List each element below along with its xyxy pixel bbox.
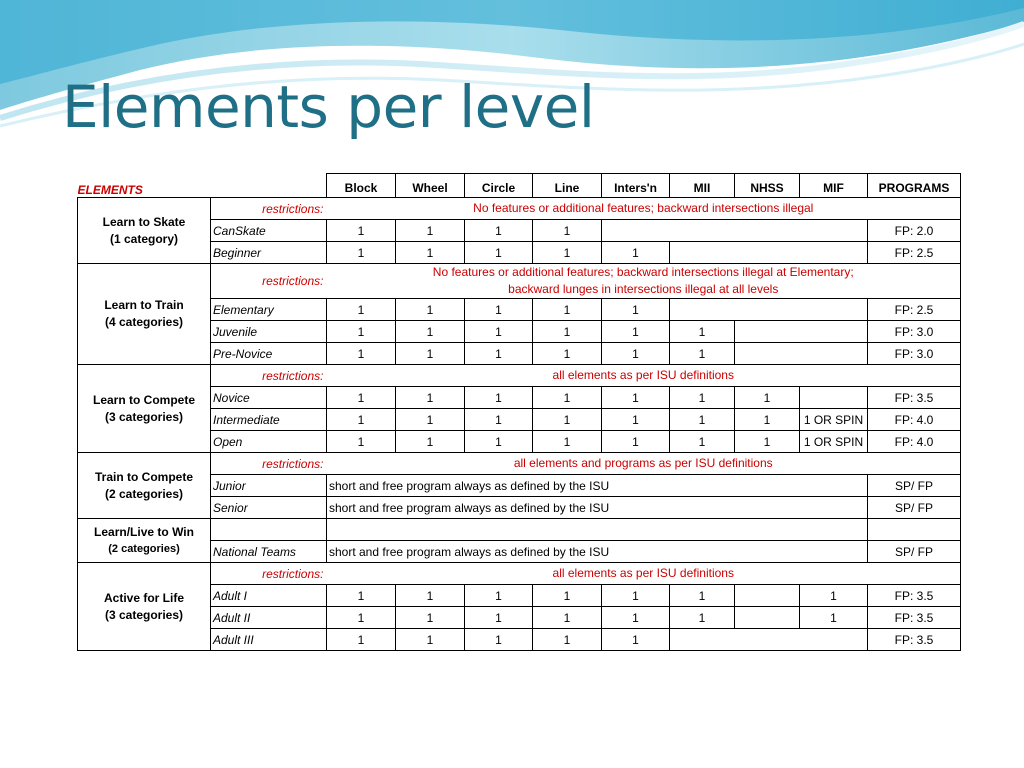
- level-name: Beginner: [211, 242, 327, 264]
- level-name: Pre-Novice: [211, 343, 327, 365]
- cell-line: 1: [533, 607, 602, 629]
- cell-nhss: 1: [735, 409, 800, 431]
- column-header-block: Block: [327, 174, 396, 198]
- cell-empty: [670, 299, 868, 321]
- cell-program: SP/ FP: [868, 541, 961, 563]
- cell-program: FP: 2.5: [868, 299, 961, 321]
- restrictions-text-line: No features or additional features; backward intersections illegal at Elementary;: [432, 265, 854, 279]
- group-name: Learn to Train: [104, 298, 184, 312]
- cell-empty: [800, 387, 868, 409]
- cell-description: short and free program always as defined by the ISU: [327, 475, 868, 497]
- group-learn-to-compete: [78, 365, 211, 453]
- group-train-to-compete: [78, 453, 211, 519]
- cell-block: 1: [327, 629, 396, 651]
- cell-empty: [602, 220, 868, 242]
- cell-circle: 1: [465, 321, 533, 343]
- cell-line: 1: [533, 409, 602, 431]
- restrictions-label: restrictions:: [211, 365, 327, 387]
- cell-wheel: 1: [396, 585, 465, 607]
- restrictions-row: [78, 264, 961, 299]
- cell-wheel: 1: [396, 343, 465, 365]
- restrictions-row: [78, 198, 961, 220]
- group-name: Learn to Skate: [102, 214, 186, 229]
- cell-line: 1: [533, 321, 602, 343]
- cell-circle: 1: [465, 409, 533, 431]
- group-name: Active for Life: [103, 590, 184, 605]
- restrictions-text: No features or additional features; backward intersections illegal: [327, 198, 961, 220]
- cell-empty: [735, 343, 868, 365]
- group-categories: (3 categories): [104, 409, 184, 424]
- cell-circle: 1: [465, 220, 533, 242]
- table-row: [78, 585, 961, 607]
- cell-mif: 1 OR SPIN: [800, 431, 868, 453]
- cell-wheel: 1: [396, 220, 465, 242]
- header-row: [78, 174, 961, 198]
- cell-block: 1: [327, 409, 396, 431]
- cell-program: FP: 3.0: [868, 321, 961, 343]
- table-row: [78, 220, 961, 242]
- cell-mii: 1: [670, 585, 735, 607]
- table-row: [78, 387, 961, 409]
- column-header-circle: Circle: [465, 174, 533, 198]
- table-row: [78, 343, 961, 365]
- table-row: [78, 321, 961, 343]
- column-header-mif: MIF: [800, 174, 868, 198]
- table-row: [78, 475, 961, 497]
- cell-empty: [735, 585, 800, 607]
- cell-intersection: 1: [602, 321, 670, 343]
- cell-circle: 1: [465, 585, 533, 607]
- cell-empty: [670, 629, 868, 651]
- cell-mii: 1: [670, 409, 735, 431]
- cell-intersection: 1: [602, 409, 670, 431]
- table-row: [78, 242, 961, 264]
- cell-block: 1: [327, 220, 396, 242]
- level-name: Adult I: [211, 585, 327, 607]
- cell-mii: 1: [670, 343, 735, 365]
- column-header-line: Line: [533, 174, 602, 198]
- cell-intersection: 1: [602, 431, 670, 453]
- cell-wheel: 1: [396, 242, 465, 264]
- cell-line: 1: [533, 387, 602, 409]
- cell-mii: 1: [670, 431, 735, 453]
- cell-mif: 1: [800, 585, 868, 607]
- cell-program: SP/ FP: [868, 497, 961, 519]
- cell-line: 1: [533, 299, 602, 321]
- level-name: CanSkate: [211, 220, 327, 242]
- level-name: Intermediate: [211, 409, 327, 431]
- column-header-intersection: Inters'n: [602, 174, 670, 198]
- level-name: Adult II: [211, 607, 327, 629]
- level-name: National Teams: [211, 541, 327, 563]
- cell-mii: 1: [670, 321, 735, 343]
- cell-line: 1: [533, 585, 602, 607]
- cell-program: FP: 2.0: [868, 220, 961, 242]
- restrictions-label: restrictions:: [211, 563, 327, 585]
- restrictions-text: all elements as per ISU definitions: [327, 365, 961, 387]
- restrictions-text-line: backward lunges in intersections illegal at all levels: [508, 282, 779, 296]
- cell-circle: 1: [465, 299, 533, 321]
- cell-block: 1: [327, 607, 396, 629]
- cell-nhss: 1: [735, 387, 800, 409]
- cell-mif: 1 OR SPIN: [800, 409, 868, 431]
- group-active-for-life: [78, 563, 211, 651]
- group-learn-to-skate: [78, 198, 211, 264]
- cell-wheel: 1: [396, 409, 465, 431]
- group-categories: (4 categories): [104, 315, 184, 329]
- group-name: Train to Compete: [94, 469, 193, 484]
- group-name: Learn/Live to Win: [94, 524, 194, 539]
- cell-intersection: 1: [602, 387, 670, 409]
- cell-wheel: 1: [396, 431, 465, 453]
- restrictions-row: [78, 563, 961, 585]
- cell-empty: [670, 242, 868, 264]
- restrictions-label: restrictions:: [211, 264, 327, 299]
- cell-mii: 1: [670, 607, 735, 629]
- level-name: Adult III: [211, 629, 327, 651]
- cell-empty: [327, 519, 868, 541]
- cell-empty: [211, 519, 327, 541]
- table-row: [78, 497, 961, 519]
- cell-circle: 1: [465, 629, 533, 651]
- cell-line: 1: [533, 220, 602, 242]
- restrictions-label: restrictions:: [211, 453, 327, 475]
- cell-line: 1: [533, 242, 602, 264]
- slide-title: Elements per level: [62, 73, 595, 141]
- cell-line: 1: [533, 431, 602, 453]
- cell-line: 1: [533, 343, 602, 365]
- group-categories: (2 categories): [104, 486, 184, 501]
- cell-intersection: 1: [602, 299, 670, 321]
- cell-wheel: 1: [396, 629, 465, 651]
- elements-header: ELEMENTS: [77, 183, 143, 197]
- cell-program: FP: 3.5: [868, 387, 961, 409]
- restrictions-label: restrictions:: [211, 198, 327, 220]
- table-row: [78, 607, 961, 629]
- group-categories: (1 category): [109, 231, 179, 246]
- cell-block: 1: [327, 242, 396, 264]
- cell-empty: [735, 607, 800, 629]
- group-categories: (3 categories): [104, 607, 184, 622]
- restrictions-row: [78, 365, 961, 387]
- cell-wheel: 1: [396, 607, 465, 629]
- cell-wheel: 1: [396, 321, 465, 343]
- restrictions-text: [327, 264, 961, 299]
- level-name: Senior: [211, 497, 327, 519]
- column-header-mii: MII: [670, 174, 735, 198]
- cell-program: FP: 4.0: [868, 431, 961, 453]
- cell-program: FP: 3.5: [868, 585, 961, 607]
- cell-circle: 1: [465, 242, 533, 264]
- cell-block: 1: [327, 321, 396, 343]
- cell-wheel: 1: [396, 299, 465, 321]
- cell-program: FP: 4.0: [868, 409, 961, 431]
- cell-intersection: 1: [602, 343, 670, 365]
- table-row: [78, 519, 961, 541]
- cell-block: 1: [327, 299, 396, 321]
- cell-program: FP: 3.5: [868, 607, 961, 629]
- cell-program: FP: 3.5: [868, 629, 961, 651]
- restrictions-row: [78, 453, 961, 475]
- cell-nhss: 1: [735, 431, 800, 453]
- level-name: Open: [211, 431, 327, 453]
- cell-description: short and free program always as defined by the ISU: [327, 541, 868, 563]
- level-name: Elementary: [211, 299, 327, 321]
- cell-block: 1: [327, 387, 396, 409]
- level-name: Juvenile: [211, 321, 327, 343]
- level-name: Novice: [211, 387, 327, 409]
- cell-block: 1: [327, 343, 396, 365]
- cell-mii: 1: [670, 387, 735, 409]
- group-learn-to-train: [78, 264, 211, 365]
- level-name: Junior: [211, 475, 327, 497]
- cell-intersection: 1: [602, 242, 670, 264]
- cell-circle: 1: [465, 431, 533, 453]
- cell-mif: 1: [800, 607, 868, 629]
- column-header-nhss: NHSS: [735, 174, 800, 198]
- cell-block: 1: [327, 431, 396, 453]
- table-row: [78, 409, 961, 431]
- elements-per-level-table: [77, 173, 961, 651]
- table-row: [78, 431, 961, 453]
- restrictions-text: all elements and programs as per ISU definitions: [327, 453, 961, 475]
- cell-block: 1: [327, 585, 396, 607]
- table-row: [78, 299, 961, 321]
- table-row: [78, 629, 961, 651]
- cell-program: FP: 3.0: [868, 343, 961, 365]
- cell-intersection: 1: [602, 629, 670, 651]
- group-learn-live-to-win: [78, 519, 211, 563]
- cell-line: 1: [533, 629, 602, 651]
- cell-wheel: 1: [396, 387, 465, 409]
- group-name: Learn to Compete: [92, 392, 195, 407]
- cell-empty: [735, 321, 868, 343]
- cell-circle: 1: [465, 607, 533, 629]
- cell-intersection: 1: [602, 585, 670, 607]
- group-categories: (2 categories): [108, 542, 180, 555]
- restrictions-text: all elements as per ISU definitions: [327, 563, 961, 585]
- cell-program: SP/ FP: [868, 475, 961, 497]
- cell-circle: 1: [465, 387, 533, 409]
- cell-intersection: 1: [602, 607, 670, 629]
- cell-empty: [868, 519, 961, 541]
- cell-circle: 1: [465, 343, 533, 365]
- cell-description: short and free program always as defined by the ISU: [327, 497, 868, 519]
- cell-program: FP: 2.5: [868, 242, 961, 264]
- column-header-wheel: Wheel: [396, 174, 465, 198]
- column-header-programs: PROGRAMS: [868, 174, 961, 198]
- table-row: [78, 541, 961, 563]
